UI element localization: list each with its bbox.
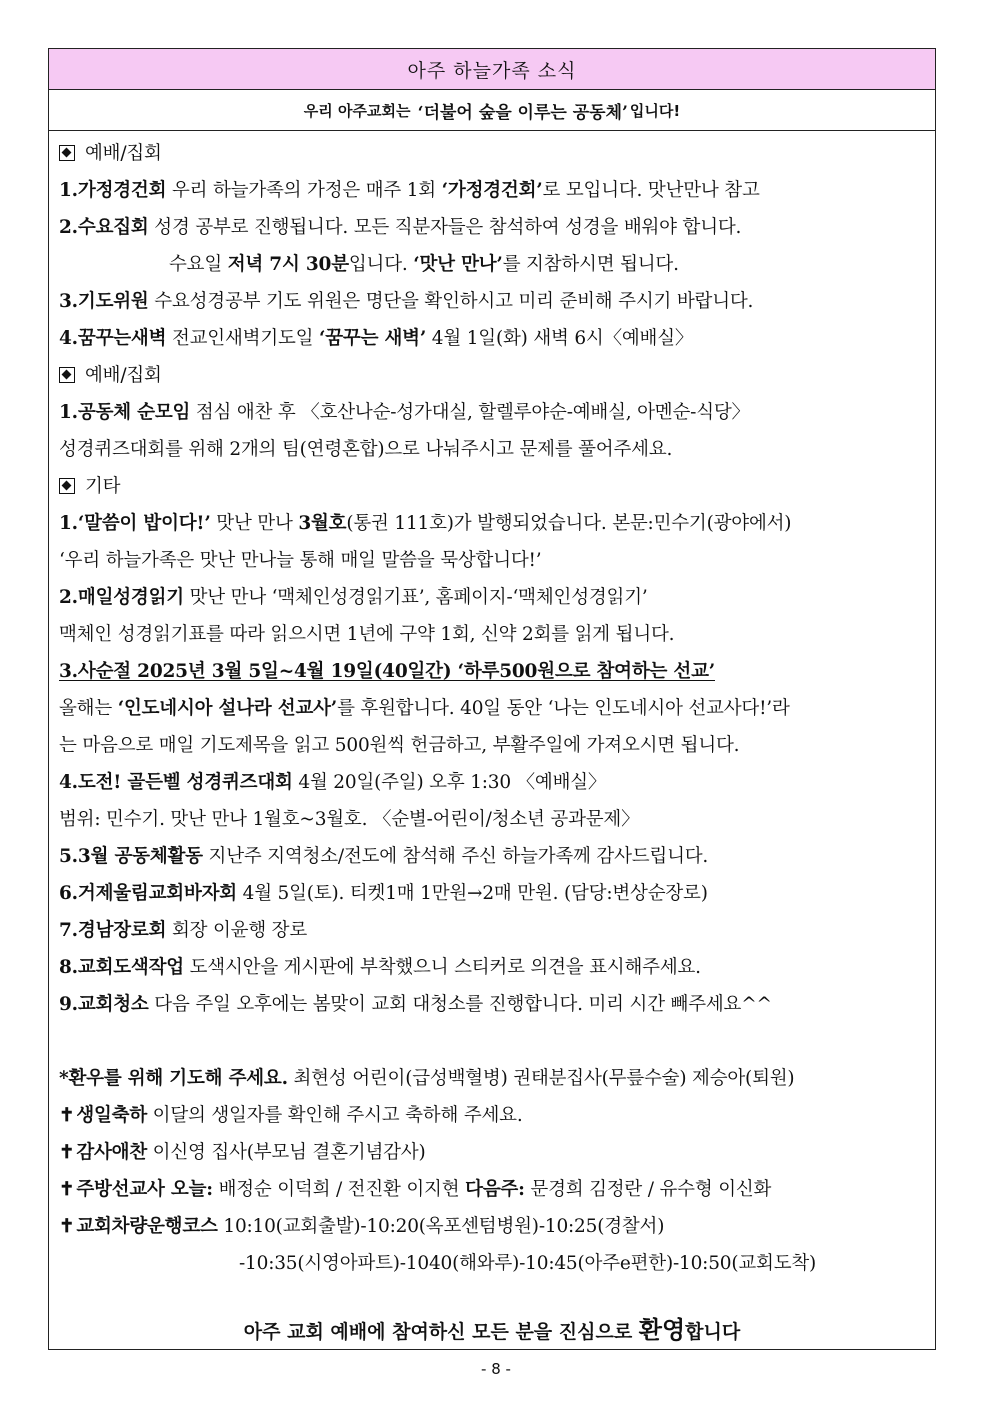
notice-birthday: ✝ 생일축하 이달의 생일자를 확인해 주시고 축하해 주세요. — [59, 1105, 523, 1126]
notice-bible-reading: 2.매일성경읽기 맛난 만나 ‘맥체인성경읽기표’, 홈페이지-‘맥체인성경읽기’ — [59, 587, 648, 608]
notice-lent-detail: 는 마음으로 매일 기도제목을 읽고 500원씩 헌금하고, 부활주일에 가져오시면 됩니다. — [59, 735, 740, 756]
notice-quiz-teams: 성경퀴즈대회를 위해 2개의 팀(연령혼합)으로 나눠주시고 문제를 풀어주세요. — [59, 439, 673, 460]
notice-lent-support: 올해는 ‘인도네시아 설나라 선교사’를 후원합니다. 40일 동안 ‘나는 인도네시아 선교사다!’라 — [59, 698, 790, 719]
notice-cleaning: 9.교회청소 다음 주일 오후에는 봄맞이 교회 대청소를 진행합니다. 미리 시간 빼주세요^^ — [59, 994, 772, 1015]
closing-message: 아주 교회 예배에 참여하신 모든 분을 진심으로 환영합니다 — [243, 1316, 741, 1344]
notice-thanks-meal: ✝ 감사애찬 이신영 집사(부모님 결혼기념감사) — [59, 1142, 426, 1163]
section-heading-worship-1: 예배/집회 — [59, 135, 935, 172]
notice-prayer-patients: *환우를 위해 기도해 주세요. 최현성 어린이(급성백혈병) 권태분집사(무릎수술) 제승아(퇴원) — [59, 1068, 795, 1089]
notice-wednesday-meeting: 2.수요집회 성경 공부로 진행됩니다. 모든 직분자들은 참석하여 성경을 배워야 합니다. — [59, 217, 742, 238]
notice-community-activity: 5.3월 공동체활동 지난주 지역청소/전도에 참석해 주신 하늘가족께 감사드립니다. — [59, 846, 709, 867]
cross-icon: ✝ — [59, 1179, 75, 1200]
notice-lent-mission: 3.사순절 2025년 3월 5일~4월 19일(40일간) ‘하루500원으로 참여하는 선교’ — [59, 661, 715, 682]
notice-shuttle-route-cont: -10:35(시영아파트)-1040(해와루)-10:45(아주e편한)-10:50(교회도착) — [239, 1253, 817, 1274]
subtitle-pre: 우리 아주교회는 — [303, 101, 411, 120]
notice-bazaar: 6.거제울림교회바자회 4월 5일(토). 티켓1매 1만원→2매 만원. (담당:변상순장로) — [59, 883, 708, 904]
notice-shuttle-route: ✝ 교회차량운행코스 10:10(교회출발)-10:20(옥포센텀병원)-10:25(경찰서) — [59, 1216, 665, 1237]
diamond-box-icon — [59, 367, 75, 383]
notice-community-meeting: 1.공동체 순모임 점심 애찬 후 〈호산나순-성가대실, 할렐루야순-예배실, 아멘순-식당〉 — [59, 402, 750, 423]
spacer — [59, 1023, 935, 1060]
newsletter-title: 아주 하늘가족 소식 — [49, 49, 935, 90]
page-number: - 8 - — [481, 1360, 511, 1378]
notice-family-devotion: 1.가정경건회 우리 하늘가족의 가정은 매주 1회 ‘가정경건회’로 모입니다. 맛난만나 참고 — [59, 180, 760, 201]
subtitle-post: 입니다! — [629, 101, 681, 120]
subtitle-quote: ‘더불어 숲을 이루는 공동체’ — [417, 102, 628, 123]
cross-icon: ✝ — [59, 1105, 75, 1126]
notice-elders-association: 7.경남장로회 회장 이윤행 장로 — [59, 920, 308, 941]
section-heading-other: 기타 — [59, 468, 935, 505]
diamond-box-icon — [59, 478, 75, 494]
notice-golden-bell: 4.도전! 골든벨 성경퀴즈대회 4월 20일(주일) 오후 1:30 〈예배실〉 — [59, 772, 607, 793]
cross-icon: ✝ — [59, 1142, 75, 1163]
notice-bible-reading-detail: 맥체인 성경읽기표를 따라 읽으시면 1년에 구약 1회, 신약 2회를 읽게 됩니다. — [59, 624, 675, 645]
notice-dawn-prayer: 4.꿈꾸는새벽 전교인새벽기도일 ‘꿈꾸는 새벽’ 4월 1일(화) 새벽 6시〈예배실〉 — [59, 328, 694, 349]
newsletter-content — [49, 131, 935, 1282]
notice-painting: 8.교회도색작업 도색시안을 게시판에 부착했으니 스티커로 의견을 표시해주세요. — [59, 957, 701, 978]
notice-prayer-committee: 3.기도위원 수요성경공부 기도 위원은 명단을 확인하시고 미리 준비해 주시기 바랍니다. — [59, 291, 754, 312]
diamond-box-icon — [59, 145, 75, 161]
cross-icon: ✝ — [59, 1216, 75, 1237]
notice-quiz-scope: 범위: 민수기. 맛난 만나 1월호~3월호. 〈순별-어린이/청소년 공과문제〉 — [59, 809, 640, 830]
notice-devotional-quote: ‘우리 하늘가족은 맛난 만나늘 통해 매일 말씀을 묵상합니다!’ — [59, 550, 542, 571]
notice-kitchen-volunteers: ✝ 주방선교사 오늘: 배정순 이덕희 / 전진환 이지현 다음주: 문경희 김정란 / 유수형 이신화 — [59, 1179, 772, 1200]
newsletter-frame — [48, 48, 936, 1350]
newsletter-subtitle — [49, 90, 935, 131]
section-heading-worship-2: 예배/집회 — [59, 357, 935, 394]
notice-wednesday-time: 수요일 저녁 7시 30분입니다. ‘맛난 만나’를 지참하시면 됩니다. — [169, 254, 679, 275]
notice-devotional-issue: 1.‘말씀이 밥이다!’ 맛난 만나 3월호(통권 111호)가 발행되었습니다. 본문:민수기(광야에서) — [59, 513, 792, 534]
